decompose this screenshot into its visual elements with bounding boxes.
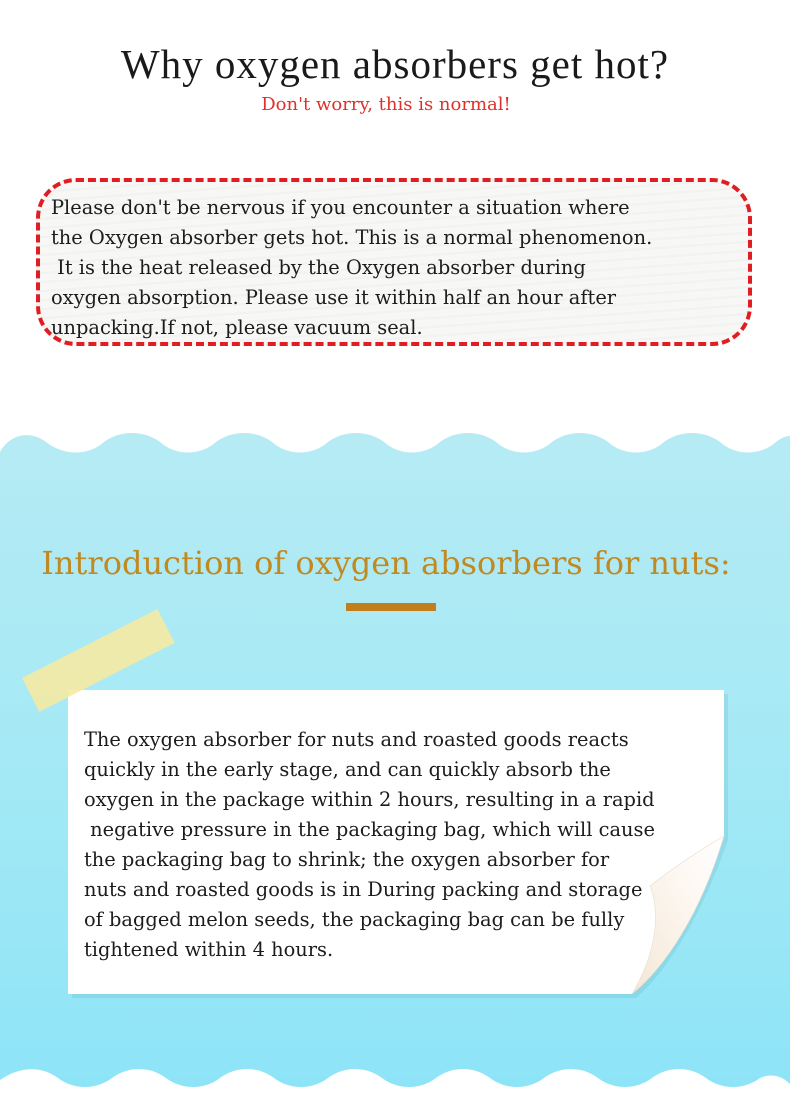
page-subtitle: Don't worry, this is normal! (261, 94, 511, 115)
intro-title: Introduction of oxygen absorbers for nuts: (41, 544, 731, 582)
title-underline (346, 603, 436, 611)
intro-text: The oxygen absorber for nuts and roasted goods reacts quickly in the early stage, and can quickly absorb the oxygen in the package within 2 hours, resulting in a rapid negative pressure in the packaging bag, which will cause the packaging bag to shrink; the oxygen absorber for nuts and roasted goods is in During packing and storage of bagged melon seeds, the packaging bag can be fully tightened within 4 hours. (84, 728, 655, 961)
page-title: Why oxygen absorbers get hot? (120, 41, 670, 87)
notice-text: Please don't be nervous if you encounter a situation where the Oxygen absorber gets hot. This is a normal phenomenon. It is the heat released by the Oxygen absorber during oxygen absorption. Please use it within half an hour after unpacking.If not, please vacuum seal. (51, 196, 653, 339)
